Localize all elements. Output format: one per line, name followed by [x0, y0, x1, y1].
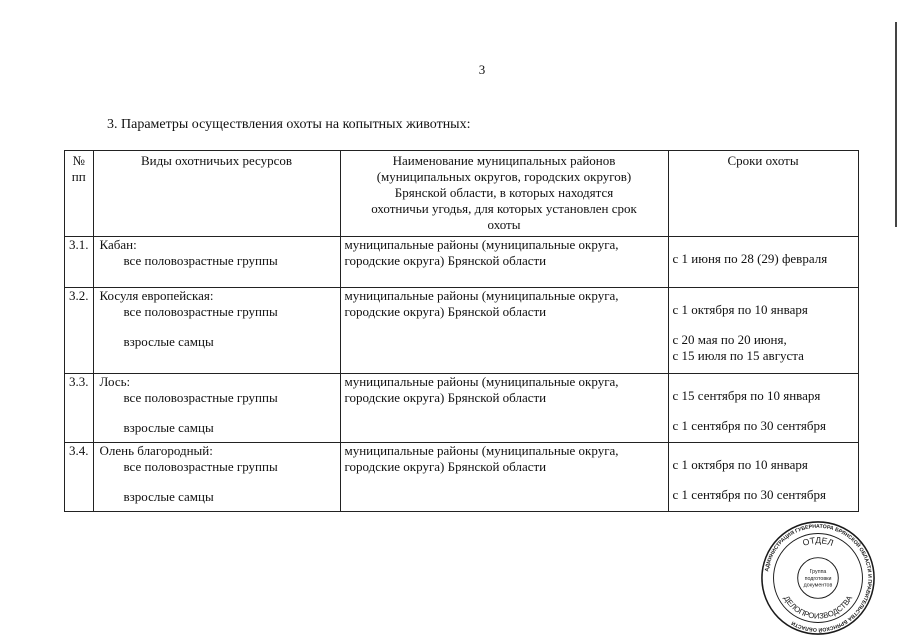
office-stamp [760, 520, 876, 636]
header-districts-line-2: (муниципальных округов, городских округов) [376, 169, 632, 184]
stamp-center-line-2: подготовки [804, 575, 832, 582]
stamp-center-line-1: Группа [809, 569, 827, 576]
species-name: Лось: [99, 374, 131, 389]
species-name: Кабан: [99, 237, 137, 252]
districts-line-1: муниципальные районы (муниципальные округа, [344, 288, 619, 303]
header-num [65, 151, 94, 237]
svg-text:ДЕЛОПРОИЗВОДСТВА [782, 593, 855, 620]
period-1: с 15 сентября по 10 января [672, 388, 821, 403]
svg-text:ОТДЕЛ [801, 535, 835, 548]
districts-cell [340, 288, 668, 374]
header-periods-label: Сроки охоты [727, 153, 799, 168]
header-num-line-1: № [72, 153, 85, 168]
species-cell [93, 237, 340, 288]
row-number: 3.4. [65, 443, 94, 512]
periods-cell [668, 374, 858, 443]
row-number: 3.1. [65, 237, 94, 288]
stamp-outer-text: АДМИНИСТРАЦИЯ ГУБЕРНАТОРА БРЯНСКОЙ ОБЛАСТИ И ПРАВИТЕЛЬСТВА БРЯНСКОЙ ОБЛАСТИ [764, 523, 873, 633]
header-districts [340, 151, 668, 237]
header-districts-line-5: охоты [487, 217, 521, 232]
species-group-1: все половозрастные группы [123, 253, 278, 268]
period-2: с 1 сентября по 30 сентября [672, 487, 826, 502]
districts-line-1: муниципальные районы (муниципальные округа, [344, 237, 619, 252]
species-group-2: взрослые самцы [123, 334, 214, 349]
species-group-2: взрослые самцы [123, 489, 214, 504]
species-cell [93, 443, 340, 512]
period-1: с 1 октября по 10 января [672, 457, 808, 472]
species-group-1: все половозрастные группы [123, 459, 278, 474]
period-1: с 1 октября по 10 января [672, 302, 808, 317]
districts-line-2: городские округа) Брянской области [344, 390, 547, 405]
section-title: 3. Параметры осуществления охоты на копытных животных: [107, 117, 471, 132]
stamp-center-line-3: документов [803, 582, 833, 589]
period-2: с 1 сентября по 30 сентября [672, 418, 826, 433]
hunting-parameters-table [64, 150, 859, 512]
row-number: 3.2. [65, 288, 94, 374]
row-number: 3.3. [65, 374, 94, 443]
page-number: 3 [478, 62, 486, 77]
period-3: с 15 июля по 15 августа [672, 348, 804, 363]
species-cell [93, 374, 340, 443]
table-row [65, 288, 859, 374]
districts-cell [340, 374, 668, 443]
table-row [65, 443, 859, 512]
page-edge-line [895, 22, 897, 227]
period-2: с 20 мая по 20 июня, [672, 332, 787, 347]
districts-cell [340, 443, 668, 512]
header-species-label: Виды охотничьих ресурсов [140, 153, 293, 168]
header-districts-line-1: Наименование муниципальных районов [392, 153, 616, 168]
species-group-1: все половозрастные группы [123, 390, 278, 405]
header-districts-line-3: Брянской области, в которых находятся [394, 185, 614, 200]
periods-cell [668, 237, 858, 288]
districts-line-2: городские округа) Брянской области [344, 304, 547, 319]
species-name: Олень благородный: [99, 443, 213, 458]
header-species [93, 151, 340, 237]
periods-cell [668, 288, 858, 374]
species-name: Косуля европейская: [99, 288, 214, 303]
table-row [65, 374, 859, 443]
species-group-2: взрослые самцы [123, 420, 214, 435]
header-periods [668, 151, 858, 237]
stamp-bottom-text: ДЕЛОПРОИЗВОДСТВА [781, 594, 855, 621]
header-districts-line-4: охотничьи угодья, для которых установлен срок [371, 201, 637, 216]
districts-cell [340, 237, 668, 288]
districts-line-1: муниципальные районы (муниципальные округа, [344, 443, 619, 458]
species-group-1: все половозрастные группы [123, 304, 278, 319]
districts-line-1: муниципальные районы (муниципальные округа, [344, 374, 619, 389]
districts-line-2: городские округа) Брянской области [344, 459, 547, 474]
districts-line-2: городские округа) Брянской области [344, 253, 547, 268]
periods-cell [668, 443, 858, 512]
stamp-top-text: ОТДЕЛ [801, 535, 835, 548]
period-1: с 1 июня по 28 (29) февраля [672, 251, 828, 266]
table-header-row [65, 151, 859, 237]
header-num-line-2: пп [71, 169, 86, 184]
table-row [65, 237, 859, 288]
species-cell [93, 288, 340, 374]
